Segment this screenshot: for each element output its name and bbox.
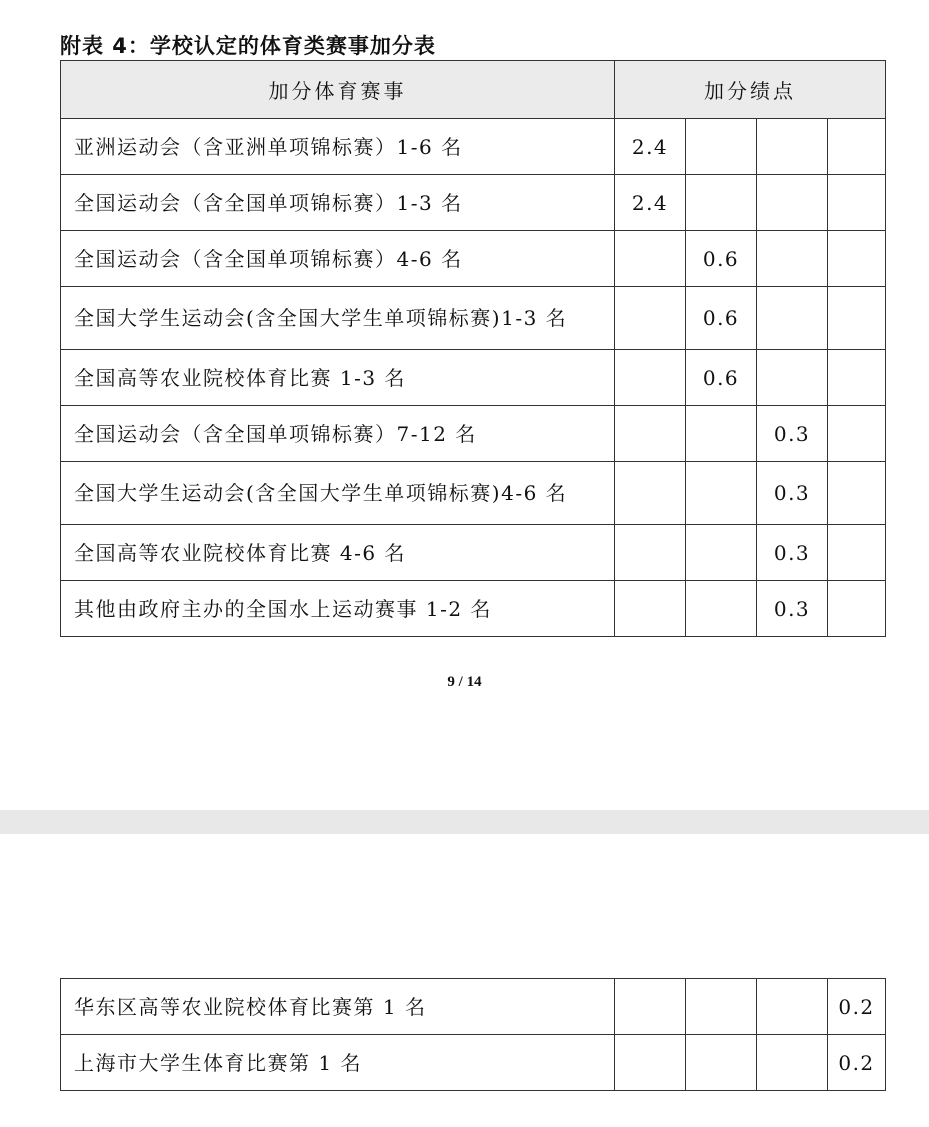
score-cell (615, 350, 686, 406)
table-row (61, 231, 886, 287)
score-cell (828, 119, 886, 175)
table-header-row (61, 61, 886, 119)
score-cell (757, 175, 828, 231)
table-row (61, 350, 886, 406)
table-row (61, 525, 886, 581)
score-cell (686, 406, 757, 462)
score-cell (686, 1035, 757, 1091)
score-cell (615, 231, 686, 287)
score-cell (757, 979, 828, 1035)
score-cell: 0.3 (757, 581, 828, 637)
score-cell (615, 1035, 686, 1091)
event-name: 全国大学生运动会(含全国大学生单项锦标赛)1-3 名 (61, 287, 615, 350)
event-name: 全国运动会（含全国单项锦标赛）1-3 名 (61, 175, 615, 231)
table-caption: 附表 4：学校认定的体育类赛事加分表 (60, 34, 436, 58)
score-cell (615, 462, 686, 525)
score-cell (828, 525, 886, 581)
score-cell: 0.6 (686, 350, 757, 406)
score-cell (828, 350, 886, 406)
table-row (61, 406, 886, 462)
score-cell (757, 231, 828, 287)
score-cell (615, 406, 686, 462)
score-cell (686, 525, 757, 581)
score-cell (686, 462, 757, 525)
score-cell (828, 287, 886, 350)
score-cell: 0.6 (686, 287, 757, 350)
table-row (61, 462, 886, 525)
score-cell (615, 581, 686, 637)
sports-bonus-table (60, 60, 886, 637)
event-name: 全国高等农业院校体育比赛 4-6 名 (61, 525, 615, 581)
table-row (61, 1035, 886, 1091)
header-score: 加分绩点 (615, 61, 886, 119)
event-name: 全国高等农业院校体育比赛 1-3 名 (61, 350, 615, 406)
event-name: 华东区高等农业院校体育比赛第 1 名 (61, 979, 615, 1035)
event-name: 全国运动会（含全国单项锦标赛）7-12 名 (61, 406, 615, 462)
event-name: 全国运动会（含全国单项锦标赛）4-6 名 (61, 231, 615, 287)
score-cell (686, 175, 757, 231)
score-cell (615, 525, 686, 581)
page-separator (0, 810, 929, 834)
score-cell (615, 287, 686, 350)
score-cell: 0.3 (757, 462, 828, 525)
score-cell: 0.2 (828, 1035, 886, 1091)
score-cell: 0.6 (686, 231, 757, 287)
score-cell (757, 350, 828, 406)
score-cell (686, 581, 757, 637)
score-cell (828, 462, 886, 525)
score-cell: 0.3 (757, 525, 828, 581)
score-cell (757, 1035, 828, 1091)
header-event: 加分体育赛事 (61, 61, 615, 119)
event-name: 其他由政府主办的全国水上运动赛事 1-2 名 (61, 581, 615, 637)
score-cell (828, 175, 886, 231)
score-cell (828, 231, 886, 287)
document-page-10 (0, 834, 929, 1127)
table-row (61, 119, 886, 175)
table-row (61, 287, 886, 350)
score-cell (615, 979, 686, 1035)
table-row (61, 175, 886, 231)
score-cell (686, 979, 757, 1035)
table-row (61, 581, 886, 637)
score-cell: 0.2 (828, 979, 886, 1035)
event-name: 亚洲运动会（含亚洲单项锦标赛）1-6 名 (61, 119, 615, 175)
event-name: 全国大学生运动会(含全国大学生单项锦标赛)4-6 名 (61, 462, 615, 525)
score-cell (828, 581, 886, 637)
page-number: 9 / 14 (447, 674, 482, 690)
table-row (61, 979, 886, 1035)
score-cell: 0.3 (757, 406, 828, 462)
score-cell: 2.4 (615, 119, 686, 175)
score-cell (757, 287, 828, 350)
score-cell (828, 406, 886, 462)
score-cell: 2.4 (615, 175, 686, 231)
score-cell (686, 119, 757, 175)
score-cell (757, 119, 828, 175)
event-name: 上海市大学生体育比赛第 1 名 (61, 1035, 615, 1091)
sports-bonus-table-continued (60, 978, 886, 1091)
